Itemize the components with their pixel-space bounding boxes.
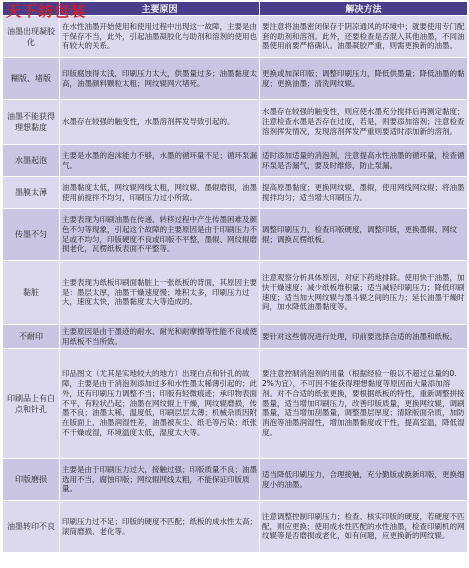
table-row: [3, 177, 468, 209]
issue-solution: 适当降低印刷压力，合理接触，充分勤版或换新印版，更换细度小的油墨。: [260, 459, 468, 501]
issue-solution: 要注意将油墨密闭保存于阴凉通风的环境中；就要使用专门配套的助剂和溶剂。此外，还要检查是否混入其他油墨，不同油墨使用前要严格确认。油墨凝胶严重，则需更换新的油墨。: [260, 16, 468, 58]
table-row: [3, 16, 468, 58]
issue-name: 不耐印: [3, 325, 60, 349]
header-solution: 解决方法: [260, 2, 468, 16]
table-row: [3, 209, 468, 261]
issue-cause: 主要是水墨的泡沫能力不够，水墨的循环量不足；循环泵漏气。: [60, 145, 260, 177]
table-row: [3, 261, 468, 325]
header-cause: 主要原因: [60, 2, 260, 16]
issue-name: 印刷品上有白点和针孔: [3, 349, 60, 459]
issue-solution: 要注意控制消泡剂的用量（根据经验一般以不超过总量的0.2%为宜），不可因不能获得理想黏度等原因而大量添加溶剂。对不合适的纸张更换，要根据纸板的特性，重新调整拼接墨量，适当增加印刷压力，改善印版质量，更换网纹辊，调刷墨量，适当增加刮墨量，调整墨层厚度；清除版面杂质，加防消泡等油墨润湿性，增加油墨黏度或干性，提高室温，降低湿度。: [260, 349, 468, 459]
issue-solution: 注意调整控制印刷压力；检查、核实印版的硬度，若硬度不匹配，则应更换；使用成水性匹配的水性油墨，检查印刷机的网纹辊等是否磨损或老化，如有问题，应更换新的网纹辊。: [260, 501, 468, 553]
issue-name: 墨膜太薄: [3, 177, 60, 209]
table-row: [3, 501, 468, 553]
table-body: [3, 16, 468, 553]
issue-cause: 在水性油墨开始使用和使用过程中出现这一故障，主要是由于保存不当，此外，引起油墨凝胶化与助剂和溶剂的使用也有较大的关系。: [60, 16, 260, 58]
issue-solution: 水墨存在较强的触变性，则应使水墨充分搅拌后再测定黏度；注意检查水墨是否存在过度，若是，则要添加溶剂；注意检查溶剂挥发情况，发现溶剂挥发严重则要适时添加新的溶剂。: [260, 100, 468, 145]
issue-name: 水墨起泡: [3, 145, 60, 177]
issue-cause: 印刷压力过不足；印版的硬度不匹配；纸板的成水性太高；滚筒磨损、老化等。: [60, 501, 260, 553]
issue-cause: 主要是由于印刷压力过大，接触过强；印版质量不良；油墨选用不当，腐蚀印版；网纹辊网线太粗，不能保证印版质量。: [60, 459, 260, 501]
table-row: [3, 100, 468, 145]
table-row: [3, 58, 468, 100]
issue-solution: 提高原墨黏度；更换网纹辊、墨辊，使用网线网纹辊；将油墨搅拌均匀；适当增大印刷压力。: [260, 177, 468, 209]
issue-cause: 油墨黏度太低，网纹辊网线太粗，网纹辊、墨辊磨损，油墨使用前搅拌不均匀，印刷压力过小所致。: [60, 177, 260, 209]
issue-cause: 水墨存在较强的触变性，水墨溶剂挥发导致引起的。: [60, 100, 260, 145]
issue-solution: 更换或加深印版；调整印刷压力，降低供墨量；降低油墨的黏度；更换油墨；清洗网纹辊。: [260, 58, 468, 100]
issue-cause: 主要表现为印刷油墨在传递、转移过程中产生传墨困难及颜色不匀等现象，引起这个故障的主要原因是由于印刷压力不足或不均匀，印版硬度不良或印版不平整，墨辊、网纹辊磨损老化，瓦楞纸板表面不平整等。: [60, 209, 260, 261]
issue-name: 印版磨损: [3, 459, 60, 501]
issue-name: 油墨不能获得理想黏度: [3, 100, 60, 145]
issue-solution: 要针对这些情况进行处理，印前要选择合适的油墨和纸板。: [260, 325, 468, 349]
table-row: [3, 325, 468, 349]
troubleshooting-table: [2, 1, 468, 553]
table-row: [3, 145, 468, 177]
issue-solution: 调整印刷压力，检查印版硬度，调整印版，更换墨辊、网纹辊；调换瓦楞纸板。: [260, 209, 468, 261]
issue-cause: 主要表现为纸板印刷面黏脏上一张纸板的背面，其原因主要是：墨层太厚，油墨干燥速度慢；堆积太多，印刷压力过大，速度太快，油墨黏度太大等造成的。: [60, 261, 260, 325]
issue-name: 油墨转印不良: [3, 501, 60, 553]
issue-name: 黏脏: [3, 261, 60, 325]
issue-solution: 注意观察分析具体原因，对症下药地排除。使用快干油墨，加快干燥速度；减少纸板堆积量；适当减轻印刷压力；降低印刷速度；适当加大网纹辊与墨斗辊之间的压力；延长油墨干燥时间，加水降低油墨黏度等。: [260, 261, 468, 325]
issue-cause: 主要原因是由于墨迹的耐水、耐光和耐摩擦等性能不良或使用纸板不当所致。: [60, 325, 260, 349]
issue-cause: 印版腐蚀得太浅，印刷压力太大，供墨量过多；油墨黏度太高，油墨颜料颗粒太粗；网纹辊网穴堵死。: [60, 58, 260, 100]
issue-name: 糊版、堵版: [3, 58, 60, 100]
issue-solution: 适时添加适量的消泡剂，注意提高水性油墨的循环量，检查循环泵是否漏气，要及时维修，防止泵漏。: [260, 145, 468, 177]
table-row: [3, 459, 468, 501]
issue-cause: 印品图文（尤其是实地较大的地方）出现白点和针孔的故障，主要是由于消泡剂添加过多和水性墨太稀薄引起的；此外，还有印刷压力调整不当；印版有轻微痕迹；承印物表面不平，有粒状凸起；油墨在网纹辊上干燥，网纹辊磨损，传墨不良；油墨太稀，温度低，印刷层层太薄；机械杂质因附在版面上，油墨润湿性差，油墨被灰尘、纸毛等污染；纸张不干燥或湿，环境温度太低，湿度太大等。: [60, 349, 260, 459]
watermark-logo: 天下纺包装: [6, 2, 87, 20]
issue-name: 油墨出现凝胶化: [3, 16, 60, 58]
table-row: [3, 349, 468, 459]
issue-name: 传墨不匀: [3, 209, 60, 261]
